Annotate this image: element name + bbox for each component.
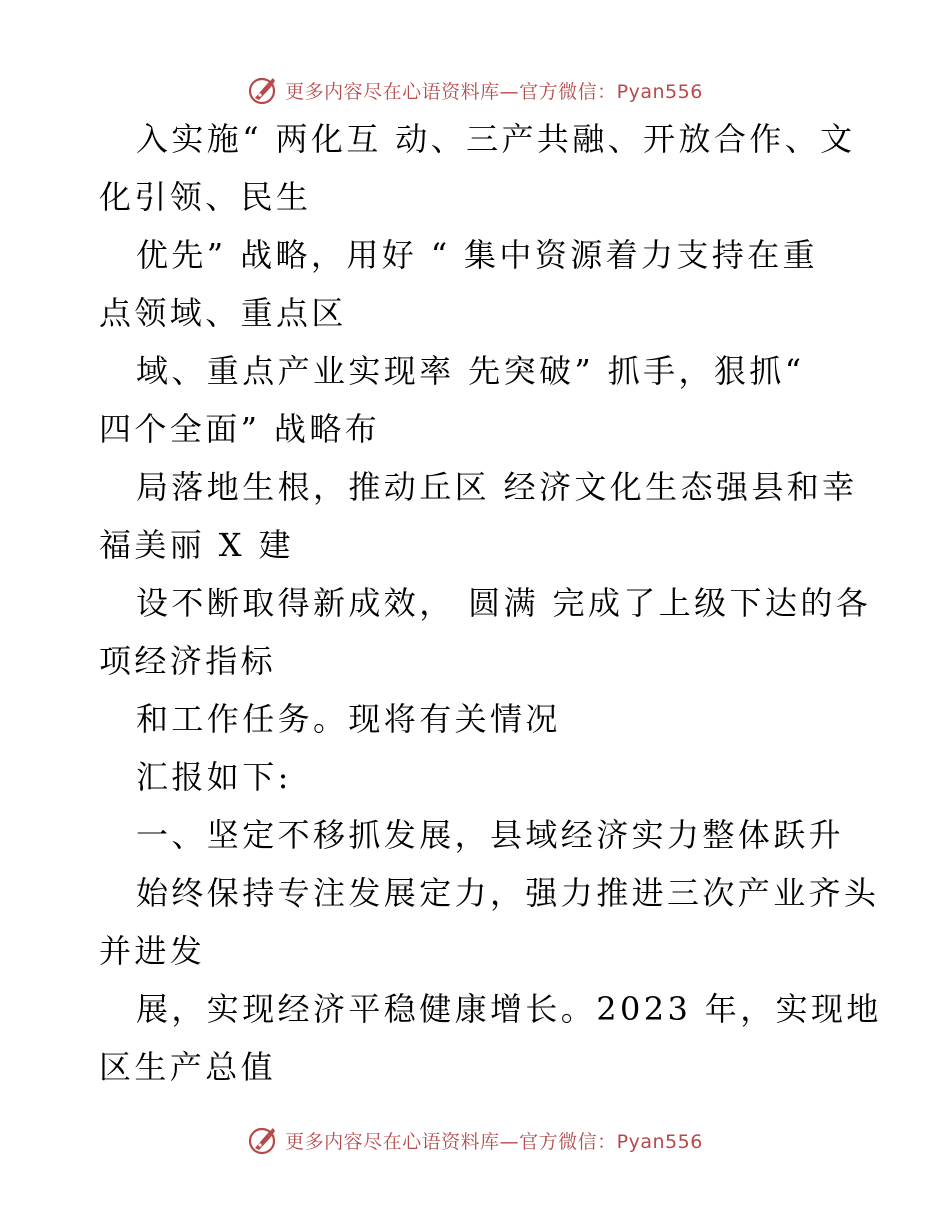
pen-nib-icon bbox=[247, 1124, 279, 1156]
text-line: 设不断取得新成效， 圆满 完成了上级下达的各 bbox=[136, 584, 872, 622]
watermark-text: 更多内容尽在心语资料库—官方微信： bbox=[285, 80, 617, 103]
text-line: 四个全面” 战略布 bbox=[99, 410, 381, 448]
watermark-handle: Pyan556 bbox=[616, 80, 703, 103]
text-line: 始终保持专注发展定力，强力推进三次产业齐头 bbox=[136, 874, 880, 912]
text-line: 项经济指标 bbox=[99, 642, 277, 680]
text-line: 福美丽 X 建 bbox=[99, 526, 294, 564]
text-line: 并进发 bbox=[99, 932, 206, 970]
text-line: 化引领、民生 bbox=[99, 178, 312, 216]
text-line: 点领域、重点区 bbox=[99, 294, 347, 332]
text-line: 展，实现经济平稳健康增长。2023 年，实现地 bbox=[136, 990, 882, 1028]
watermark-text: 更多内容尽在心语资料库—官方微信： bbox=[285, 1130, 617, 1153]
text-line: 优先” 战略，用好 “ 集中资源着力支持在重 bbox=[136, 236, 819, 274]
text-line: 入实施“ 两化互 动、三产共融、开放合作、文 bbox=[136, 120, 856, 158]
text-line: 域、重点产业实现率 先突破” 抓手，狠抓“ bbox=[136, 352, 805, 390]
text-line: 局落地生根，推动丘区 经济文化生态强县和幸 bbox=[136, 468, 858, 506]
text-line: 汇报如下: bbox=[136, 758, 292, 796]
pen-nib-icon bbox=[247, 74, 279, 106]
header-watermark bbox=[0, 70, 950, 110]
section-heading: 一、坚定不移抓发展，县域经济实力整体跃升 bbox=[136, 816, 845, 854]
watermark-handle: Pyan556 bbox=[616, 1130, 703, 1153]
footer-watermark bbox=[0, 1120, 950, 1160]
text-line: 和工作任务。现将有关情况 bbox=[136, 700, 561, 738]
text-line: 区生产总值 bbox=[99, 1048, 277, 1086]
